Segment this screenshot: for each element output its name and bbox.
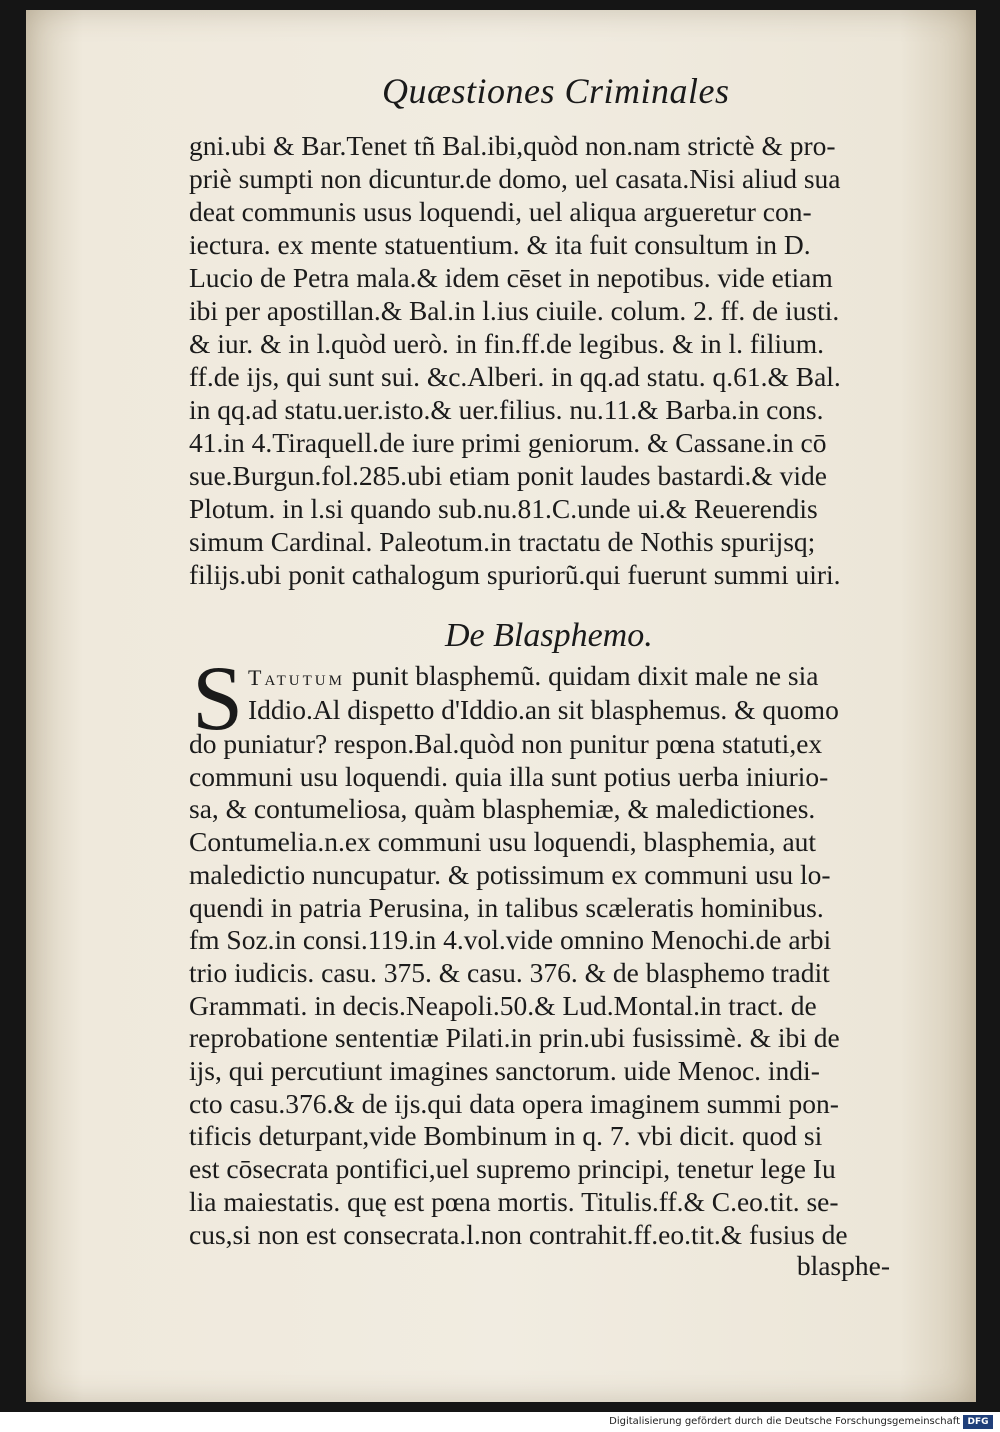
text-line: in qq.ad statu.uer.isto.& uer.filius. nu.11.& Barba.in cons.	[189, 394, 824, 425]
text-line: ibi per apostillan.& Bal.in l.ius ciuile. colum. 2. ff. de iusti.	[189, 295, 840, 326]
text-line: gni.ubi & Bar.Tenet tñ Bal.ibi,quòd non.nam strictè & pro-	[189, 130, 836, 161]
text-line: tificis deturpant,vide Bombinum in q. 7. vbi dicit. quod si	[189, 1120, 823, 1152]
text-line: priè sumpti non dicuntur.de domo, uel casata.Nisi aliud sua	[189, 163, 841, 194]
text-line: fm Soz.in consi.119.in 4.vol.vide omnino Menochi.de arbi	[189, 924, 832, 956]
text-line: Plotum. in l.si quando sub.nu.81.C.unde ui.& Reuerendis	[189, 493, 818, 524]
text-line: Lucio de Petra mala.& idem cēset in nepotibus. vide etiam	[189, 262, 833, 293]
text-line: maledictio nuncupatur. & potissimum ex communi usu lo-	[189, 858, 831, 890]
text-line: lia maiestatis. quę est pœna mortis. Titulis.ff.& C.eo.tit. se-	[189, 1185, 839, 1217]
text-line: Contumelia.n.ex communi usu loquendi, blasphemia, aut	[189, 826, 817, 858]
text-line: sue.Burgun.fol.285.ubi etiam ponit laudes bastardi.& vide	[189, 460, 828, 491]
text-line: cto casu.376.& de ijs.qui data opera imaginem summi pon-	[189, 1087, 839, 1119]
text-line: quendi in patria Perusina, in talibus scæleratis hominibus.	[189, 891, 824, 923]
section-first-line	[248, 660, 928, 694]
text-line: Grammati. in decis.Neapoli.50.& Lud.Montal.in tract. de	[189, 989, 817, 1021]
text-line: reprobatione sententiæ Pilati.in prin.ubi fusissimè. & ibi de	[189, 1022, 840, 1054]
text-line: iectura. ex mente statuentium. & ita fuit consultum in D.	[189, 229, 811, 260]
first-line-text: punit blasphemũ. quidam dixit male ne sia	[344, 660, 819, 691]
text-line: est cōsecrata pontifici,uel supremo principi, tenetur lege Iu	[189, 1153, 836, 1185]
text-line: cus,si non est consecrata.l.non contrahit.ff.eo.tit.& fusius de	[189, 1218, 848, 1250]
text-line: communi usu loquendi. quia illa sunt potius uerba iniurio-	[189, 760, 829, 792]
text-line: & iur. & in l.quòd uerò. in fin.ff.de legibus. & in l. filium.	[189, 328, 824, 359]
section-second-line: Iddio.Al dispetto d'Iddio.an sit blasphemus. & quomo	[248, 694, 839, 725]
text-line: ff.de ijs, qui sunt sui. &c.Alberi. in qq.ad statu. q.61.& Bal.	[189, 361, 841, 392]
catchword: blasphe-	[796, 1250, 890, 1281]
digitization-credit: Digitalisierung gefördert durch die Deutsche Forschungsgemeinschaft	[609, 1416, 960, 1427]
dfg-logo: DFG	[963, 1415, 993, 1429]
text-line: trio iudicis. casu. 375. & casu. 376. & de blasphemo tradit	[189, 956, 830, 988]
text-line: simum Cardinal. Paleotum.in tractatu de Nothis spurijsq;	[189, 526, 816, 557]
running-title: Quæstiones Criminales	[382, 71, 730, 111]
text-line: filijs.ubi ponit cathalogum spuriorũ.qui fuerunt summi uiri.	[189, 559, 841, 590]
drop-capital: S	[192, 647, 244, 749]
text-line: ijs, qui percutiunt imagines sanctorum. uide Menoc. indi-	[189, 1055, 820, 1086]
text-line: deat communis usus loquendi, uel aliqua argueretur con-	[189, 196, 812, 227]
text-line: do puniatur? respon.Bal.quòd non punitur pœna statuti,ex	[189, 728, 823, 759]
text-line: 41.in 4.Tiraquell.de iure primi geniorum. & Cassane.in cō	[189, 427, 827, 458]
first-word: Tatutum	[248, 665, 345, 690]
section-heading: De Blasphemo.	[445, 617, 653, 654]
text-line: sa, & contumeliosa, quàm blasphemiæ, & maledictiones.	[189, 793, 816, 825]
